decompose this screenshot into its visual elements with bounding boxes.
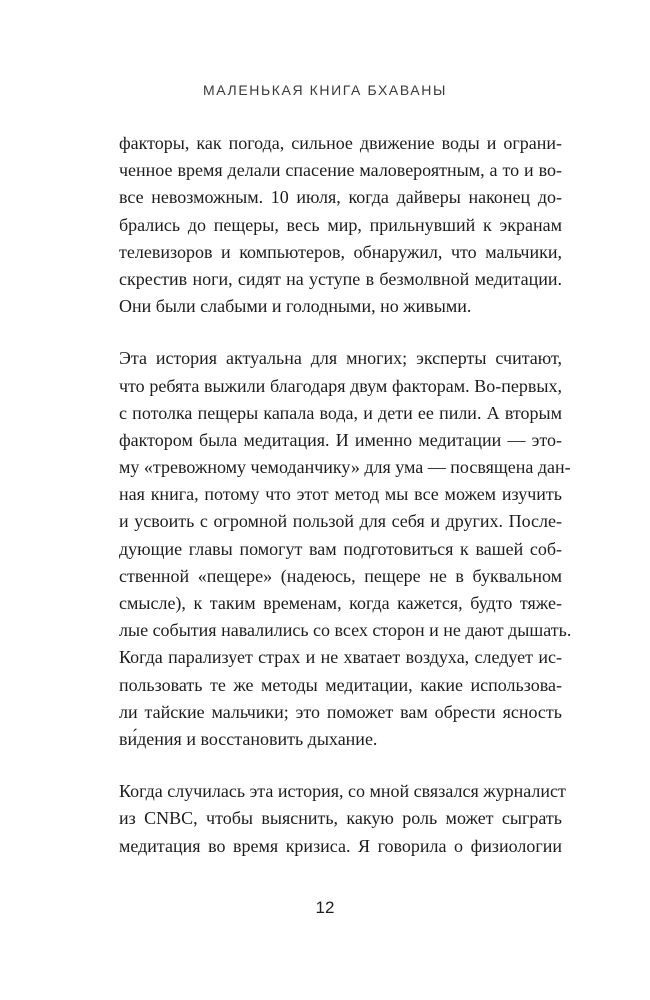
text-line: медитация во время кризиса. Я говорила о физиологии: [119, 835, 562, 856]
text-line: дующие главы помогут вам подготовиться к вашей соб-: [119, 538, 562, 559]
text-line: ви́дения и восстановить дыхание.: [119, 728, 378, 749]
text-line: Эта история актуальна для многих; эксперты считают,: [119, 348, 562, 369]
text-line: фактором была медитация. И именно медитации — это-: [119, 429, 562, 450]
text-line: что ребята выжили благодаря двум факторам. Во-первых,: [119, 375, 562, 396]
text-line: ственной «пещере» (надеюсь, пещере не в буквальном: [119, 565, 562, 586]
text-line: Когда парализует страх и не хватает воздуха, следует ис-: [119, 647, 562, 668]
text-line: ная книга, потому что этот метод мы все можем изучить: [119, 484, 562, 505]
text-line: скрестив ноги, сидят на уступе в безмолвной медитации.: [119, 268, 562, 289]
paragraph-2: [119, 345, 572, 753]
text-line: из CNBC, чтобы выяснить, какую роль может сыграть: [119, 808, 562, 829]
text-line: му «тревожному чемоданчику» для ума — посвящена дан-: [119, 457, 571, 478]
body-text: [119, 130, 572, 885]
text-line: и усвоить с огромной пользой для себя и других. После-: [119, 511, 562, 532]
text-line: смысле), к таким временам, когда кажется, будто тяже-: [119, 593, 562, 613]
text-line: все невозможным. 10 июля, когда дайверы наконец до-: [119, 187, 562, 208]
text-line: факторы, как погода, сильное движение воды и ограни-: [119, 133, 562, 153]
text-line: ченное время делали спасение маловероятным, а то и во-: [119, 160, 562, 181]
text-line: ли тайские мальчики; это поможет вам обрести ясность: [119, 701, 562, 722]
text-line: телевизоров и компьютеров, обнаружил, что мальчики,: [119, 241, 562, 262]
paragraph-3: [119, 778, 566, 860]
text-line: Они были слабыми и голодными, но живыми.: [119, 296, 472, 317]
text-line: брались до пещеры, весь мир, прильнувший к экранам: [119, 214, 562, 235]
text-line: пользовать те же методы медитации, какие использова-: [119, 674, 562, 695]
text-line: Когда случилась эта история, со мной связался журналист: [119, 781, 566, 802]
running-head: МАЛЕНЬКАЯ КНИГА БХАВАНЫ: [203, 82, 447, 98]
text-line: с потолка пещеры капала вода, и дети ее пили. А вторым: [119, 402, 562, 423]
text-line: лые события навалились со всех сторон и не дают дышать.: [119, 620, 572, 641]
page-number: 12: [315, 898, 335, 917]
paragraph-1: [119, 130, 562, 320]
